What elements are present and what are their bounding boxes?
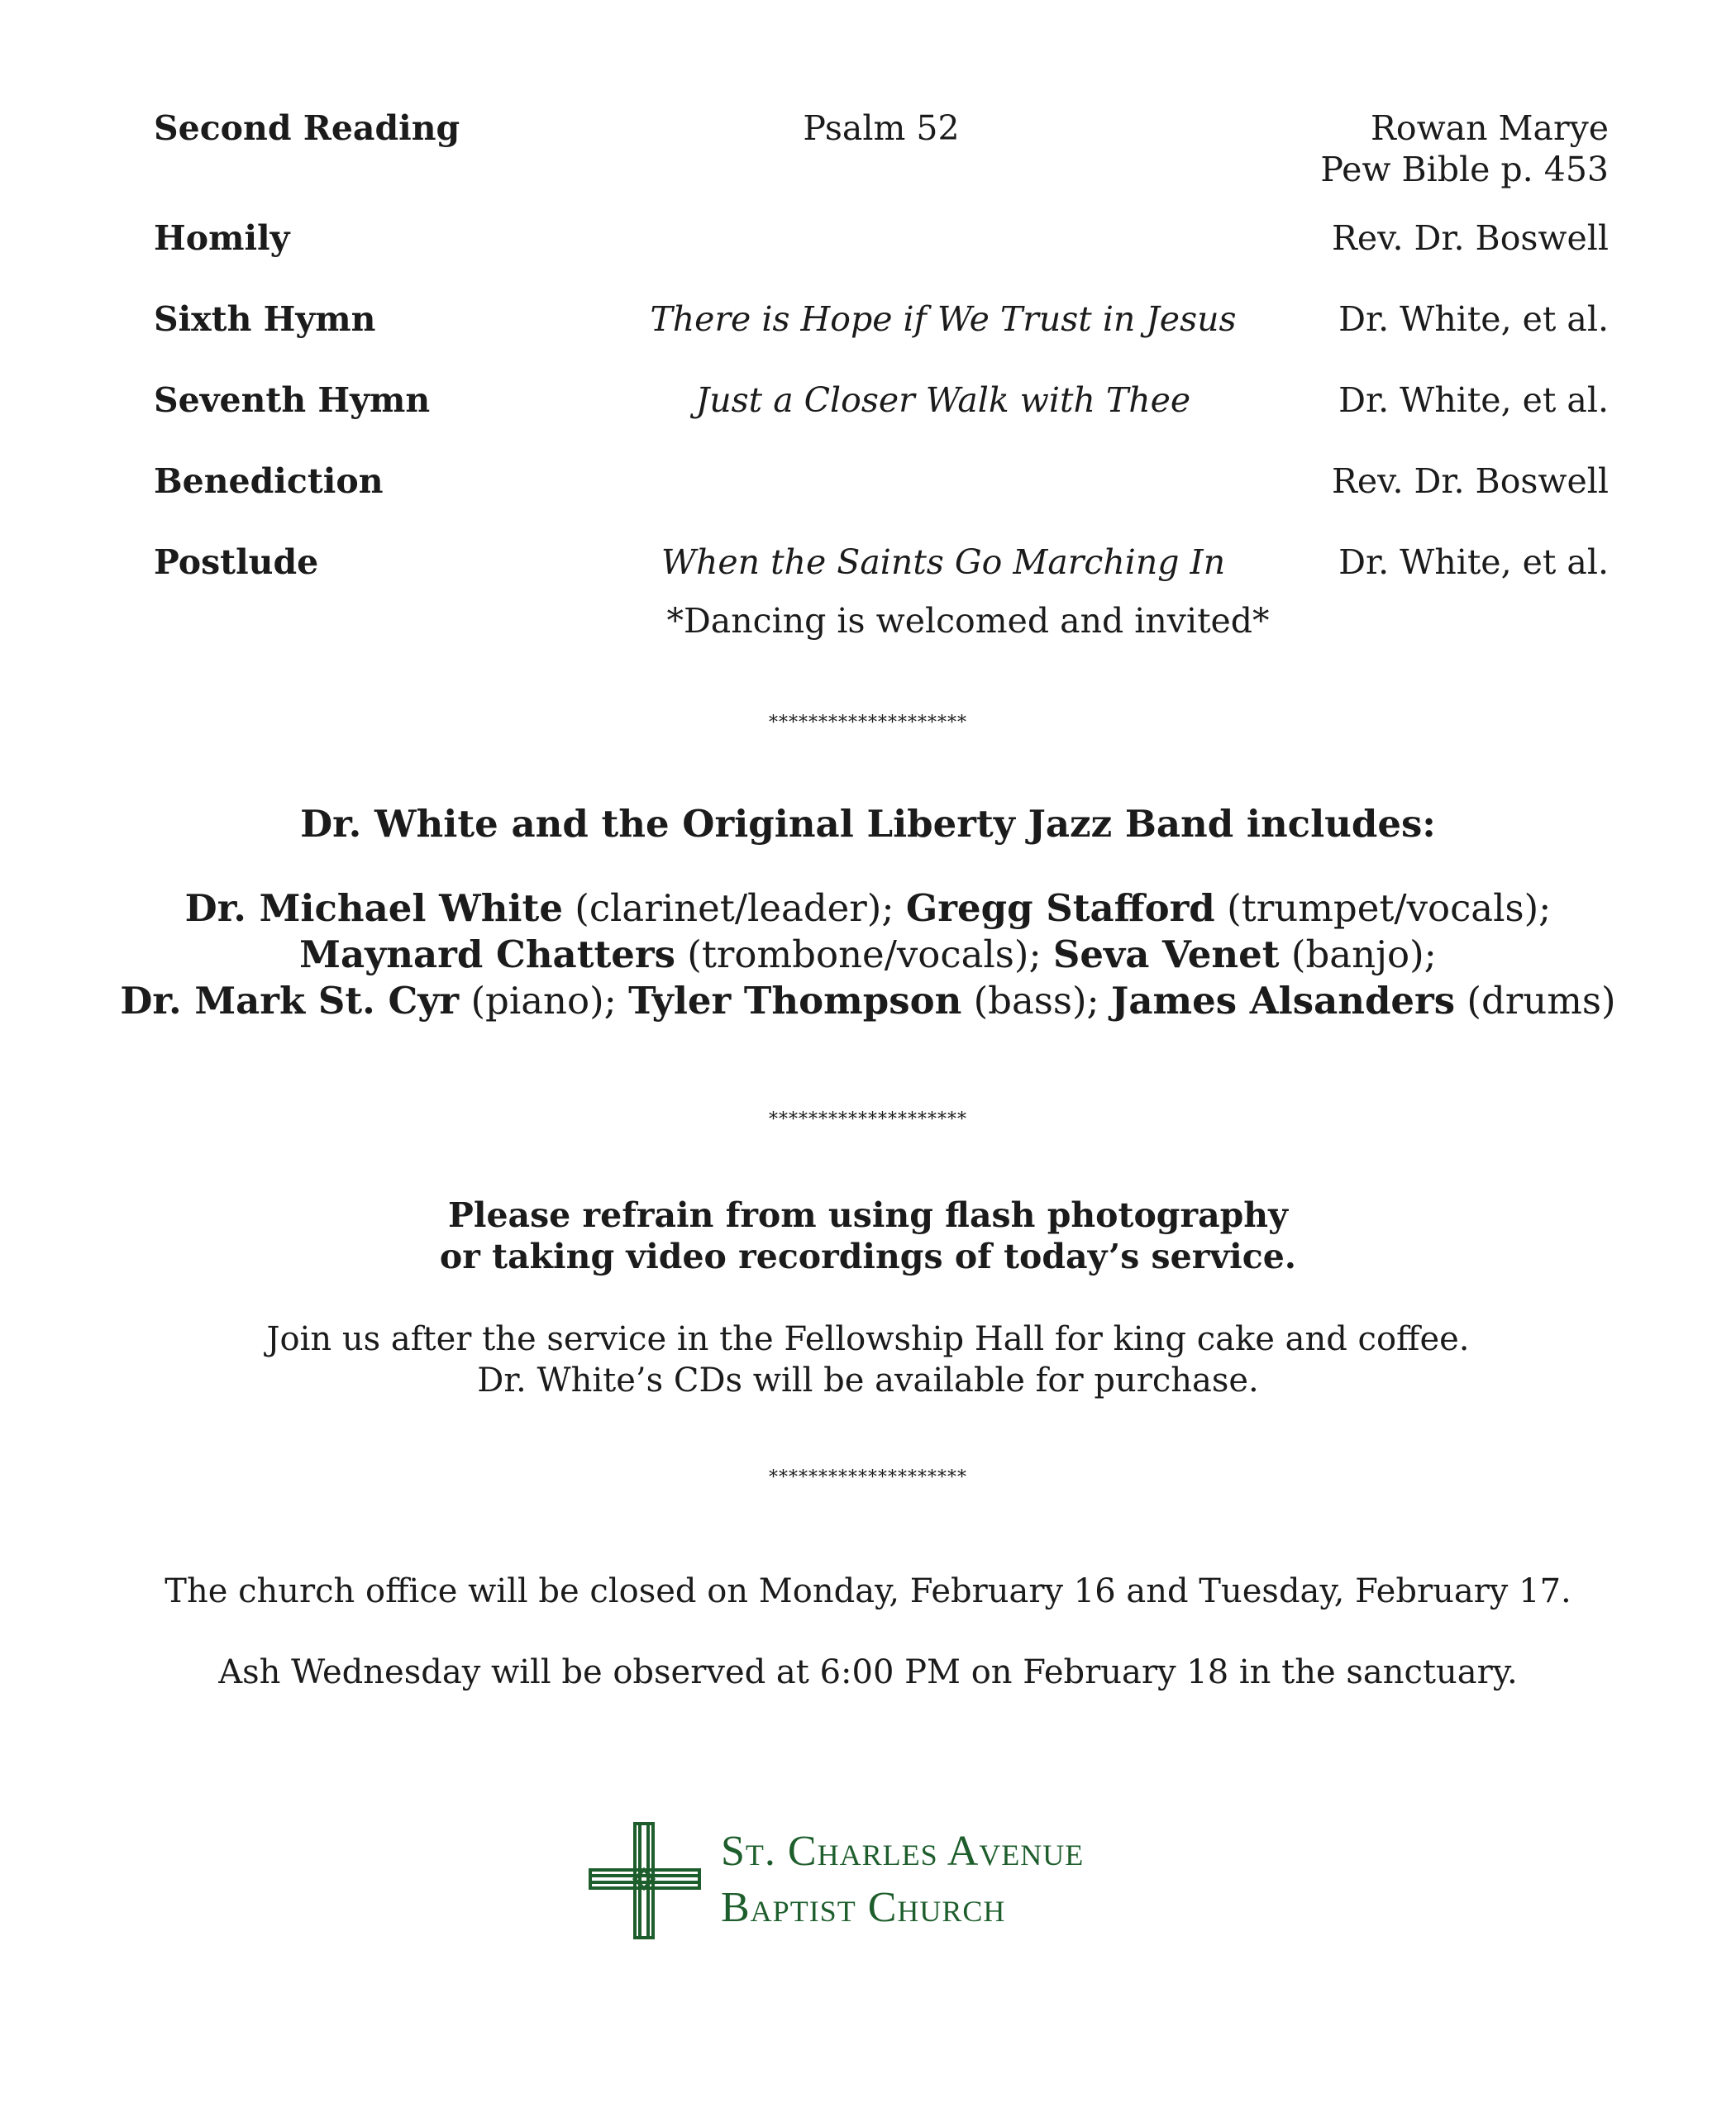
service-item-title: When the Saints Go Marching In [661,542,1226,582]
service-item-label: Second Reading [154,108,460,148]
member-role: (trumpet/vocals); [1227,886,1552,930]
church-name: St. Charles Avenue Baptist Church [721,1828,1085,1931]
service-item-label: Sixth Hymn [154,299,376,339]
service-item-title: There is Hope if We Trust in Jesus [650,299,1237,339]
band-members [0,885,1736,1024]
ash-wednesday-announcement: Ash Wednesday will be observed at 6:00 PM on February 18 in the sanctuary. [218,1653,1518,1691]
separator: ******************** [769,713,967,733]
band-section [0,802,1736,1024]
band-heading: Dr. White and the Original Liberty Jazz Band includes: [300,802,1436,846]
member-name: James Alsanders [1111,979,1456,1023]
church-logo [587,1819,1174,1943]
member-role: (clarinet/leader); [575,886,894,930]
office-closed-announcement: The church office will be closed on Monday, February 16 and Tuesday, February 17. [165,1572,1571,1610]
service-item-title: Psalm 52 [803,108,960,148]
service-item-reader: Rev. Dr. Boswell [1332,218,1609,258]
postlude-note: *Dancing is welcomed and invited* [666,601,1270,641]
member-role: (trombone/vocals); [687,932,1042,976]
service-item-title: Just a Closer Walk with Thee [695,380,1191,420]
service-item-label: Postlude [154,542,319,582]
band-members-line [0,932,1736,978]
member-role: (bass); [973,979,1099,1023]
service-item-label: Seventh Hymn [154,380,431,420]
service-row-second-reading [154,107,1609,217]
member-name: Dr. Michael White [184,886,563,930]
photography-notice: Please refrain from using flash photography or taking video recordings of today’s service. [439,1195,1297,1276]
service-row-homily [154,217,1609,298]
fellowship-info: Join us after the service in the Fellowship Hall for king cake and coffee. Dr. White’s CDs will be available for purchase. [266,1320,1470,1400]
service-item-reader: Dr. White, et al. [1338,542,1609,582]
service-item-label: Homily [154,218,290,258]
service-item-reader: Rev. Dr. Boswell [1332,461,1609,501]
band-members-line [0,885,1736,932]
member-name: Maynard Chatters [299,932,675,976]
order-of-service [154,107,1609,641]
member-role: (drums) [1467,979,1616,1023]
member-name: Gregg Stafford [905,886,1215,930]
service-row-benediction [154,460,1609,541]
separator: ******************** [769,1109,967,1130]
cross-icon [587,1819,703,1943]
service-row-sixth-hymn [154,298,1609,379]
service-item-reader: Rowan Marye Pew Bible p. 453 [1320,108,1609,189]
member-name: Seva Venet [1052,932,1280,976]
member-role: (piano); [470,979,617,1023]
member-name: Dr. Mark St. Cyr [120,979,460,1023]
service-row-seventh-hymn [154,379,1609,460]
separator: ******************** [769,1467,967,1488]
service-item-reader: Dr. White, et al. [1338,380,1609,420]
service-item-reader: Dr. White, et al. [1338,299,1609,339]
member-name: Tyler Thompson [628,979,962,1023]
band-members-line [0,978,1736,1024]
member-role: (banjo); [1290,932,1437,976]
service-item-label: Benediction [154,461,384,501]
